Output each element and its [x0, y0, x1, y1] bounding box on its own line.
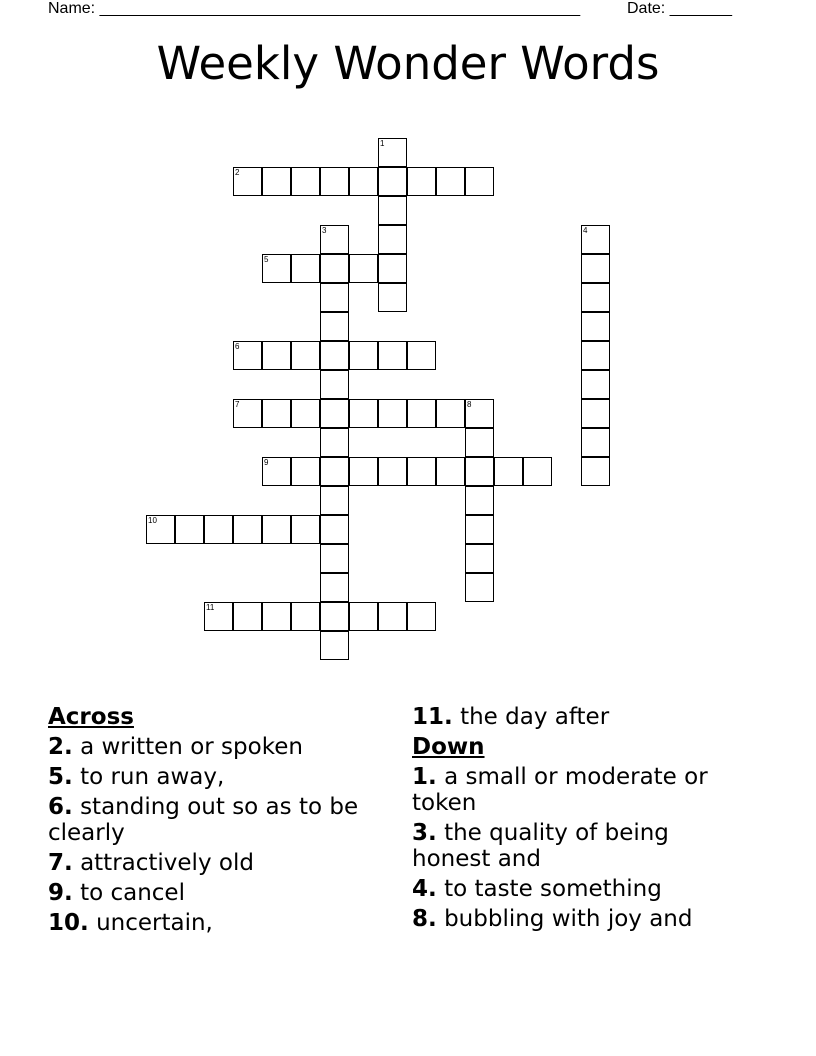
grid-cell[interactable] [320, 254, 349, 283]
grid-cell[interactable] [233, 167, 262, 196]
grid-cell[interactable] [233, 399, 262, 428]
grid-cell[interactable] [262, 254, 291, 283]
grid-cell[interactable] [233, 515, 262, 544]
grid-cell[interactable] [465, 515, 494, 544]
grid-cell[interactable] [320, 515, 349, 544]
grid-cell[interactable] [320, 399, 349, 428]
grid-cell[interactable] [465, 457, 494, 486]
grid-cell[interactable] [581, 370, 610, 399]
grid-cell[interactable] [233, 341, 262, 370]
grid-cell[interactable] [291, 399, 320, 428]
grid-cell[interactable] [407, 341, 436, 370]
grid-cell[interactable] [465, 167, 494, 196]
clue-number: 5 [264, 255, 269, 264]
grid-cell[interactable] [233, 602, 262, 631]
grid-cell[interactable] [320, 225, 349, 254]
grid-cell[interactable] [291, 167, 320, 196]
grid-cell[interactable] [407, 602, 436, 631]
grid-cell[interactable] [581, 283, 610, 312]
grid-cell[interactable] [436, 457, 465, 486]
grid-cell[interactable] [349, 167, 378, 196]
grid-cell[interactable] [407, 167, 436, 196]
grid-cell[interactable] [378, 341, 407, 370]
grid-cell[interactable] [320, 283, 349, 312]
clue-across-2: 2. a written or spoken [48, 734, 303, 760]
grid-cell[interactable] [581, 312, 610, 341]
grid-cell[interactable] [291, 254, 320, 283]
clue-down-8: 8. bubbling with joy and [412, 906, 693, 932]
grid-cell[interactable] [581, 341, 610, 370]
grid-cell[interactable] [378, 225, 407, 254]
grid-cell[interactable] [204, 602, 233, 631]
grid-cell[interactable] [291, 602, 320, 631]
grid-cell[interactable] [349, 602, 378, 631]
grid-cell[interactable] [291, 515, 320, 544]
clue-across-10: 10. uncertain, [48, 910, 213, 936]
grid-cell[interactable] [262, 602, 291, 631]
grid-cell[interactable] [378, 283, 407, 312]
clue-number: 6 [235, 342, 240, 351]
grid-cell[interactable] [320, 428, 349, 457]
date-field-label: Date: _______ [627, 0, 732, 17]
grid-cell[interactable] [204, 515, 233, 544]
grid-cell[interactable] [378, 254, 407, 283]
clue-across-9: 9. to cancel [48, 880, 185, 906]
grid-cell[interactable] [320, 457, 349, 486]
clue-down-1: 1. a small or moderate or token [412, 764, 708, 816]
grid-cell[interactable] [349, 399, 378, 428]
grid-cell[interactable] [378, 138, 407, 167]
clue-number: 4 [583, 226, 588, 235]
page-title: Weekly Wonder Words [156, 37, 660, 90]
grid-cell[interactable] [349, 457, 378, 486]
clue-number: 3 [322, 226, 327, 235]
grid-cell[interactable] [494, 457, 523, 486]
clue-across-7: 7. attractively old [48, 850, 254, 876]
clues-right-column [412, 704, 752, 936]
grid-cell[interactable] [436, 399, 465, 428]
grid-cell[interactable] [581, 254, 610, 283]
grid-cell[interactable] [320, 370, 349, 399]
grid-cell[interactable] [291, 341, 320, 370]
grid-cell[interactable] [465, 573, 494, 602]
grid-cell[interactable] [320, 602, 349, 631]
grid-cell[interactable] [320, 341, 349, 370]
clue-across-11: 11. the day after [412, 704, 610, 730]
grid-cell[interactable] [581, 457, 610, 486]
clue-down-4: 4. to taste something [412, 876, 662, 902]
grid-cell[interactable] [465, 544, 494, 573]
grid-cell[interactable] [581, 225, 610, 254]
grid-cell[interactable] [465, 428, 494, 457]
grid-cell[interactable] [262, 341, 291, 370]
grid-cell[interactable] [378, 196, 407, 225]
grid-cell[interactable] [262, 515, 291, 544]
grid-cell[interactable] [320, 631, 349, 660]
clue-number: 9 [264, 458, 269, 467]
grid-cell[interactable] [349, 254, 378, 283]
grid-cell[interactable] [262, 167, 291, 196]
name-field-label: Name: ______________________________________________________ [48, 0, 581, 17]
grid-cell[interactable] [378, 457, 407, 486]
grid-cell[interactable] [465, 399, 494, 428]
grid-cell[interactable] [407, 399, 436, 428]
grid-cell[interactable] [378, 602, 407, 631]
grid-cell[interactable] [175, 515, 204, 544]
clue-number: 8 [467, 400, 472, 409]
grid-cell[interactable] [320, 573, 349, 602]
clue-number: 2 [235, 168, 240, 177]
clue-number: 7 [235, 400, 240, 409]
grid-cell[interactable] [523, 457, 552, 486]
grid-cell[interactable] [581, 399, 610, 428]
across-heading: Across [48, 704, 134, 730]
grid-cell[interactable] [436, 167, 465, 196]
grid-cell[interactable] [378, 167, 407, 196]
grid-cell[interactable] [320, 486, 349, 515]
grid-cell[interactable] [349, 341, 378, 370]
clue-across-5: 5. to run away, [48, 764, 225, 790]
grid-cell[interactable] [581, 428, 610, 457]
down-heading: Down [412, 734, 485, 760]
grid-cell[interactable] [146, 515, 175, 544]
grid-cell[interactable] [320, 544, 349, 573]
clue-down-3: 3. the quality of being honest and [412, 820, 669, 872]
grid-cell[interactable] [320, 312, 349, 341]
clues-left-column [48, 704, 388, 940]
clue-number: 10 [148, 516, 157, 525]
clue-number: 11 [206, 603, 215, 612]
grid-cell[interactable] [407, 457, 436, 486]
clue-number: 1 [380, 139, 385, 148]
grid-cell[interactable] [291, 457, 320, 486]
grid-cell[interactable] [320, 167, 349, 196]
grid-cell[interactable] [378, 399, 407, 428]
grid-cell[interactable] [465, 486, 494, 515]
grid-cell[interactable] [262, 457, 291, 486]
grid-cell[interactable] [262, 399, 291, 428]
clue-across-6: 6. standing out so as to be clearly [48, 794, 359, 846]
